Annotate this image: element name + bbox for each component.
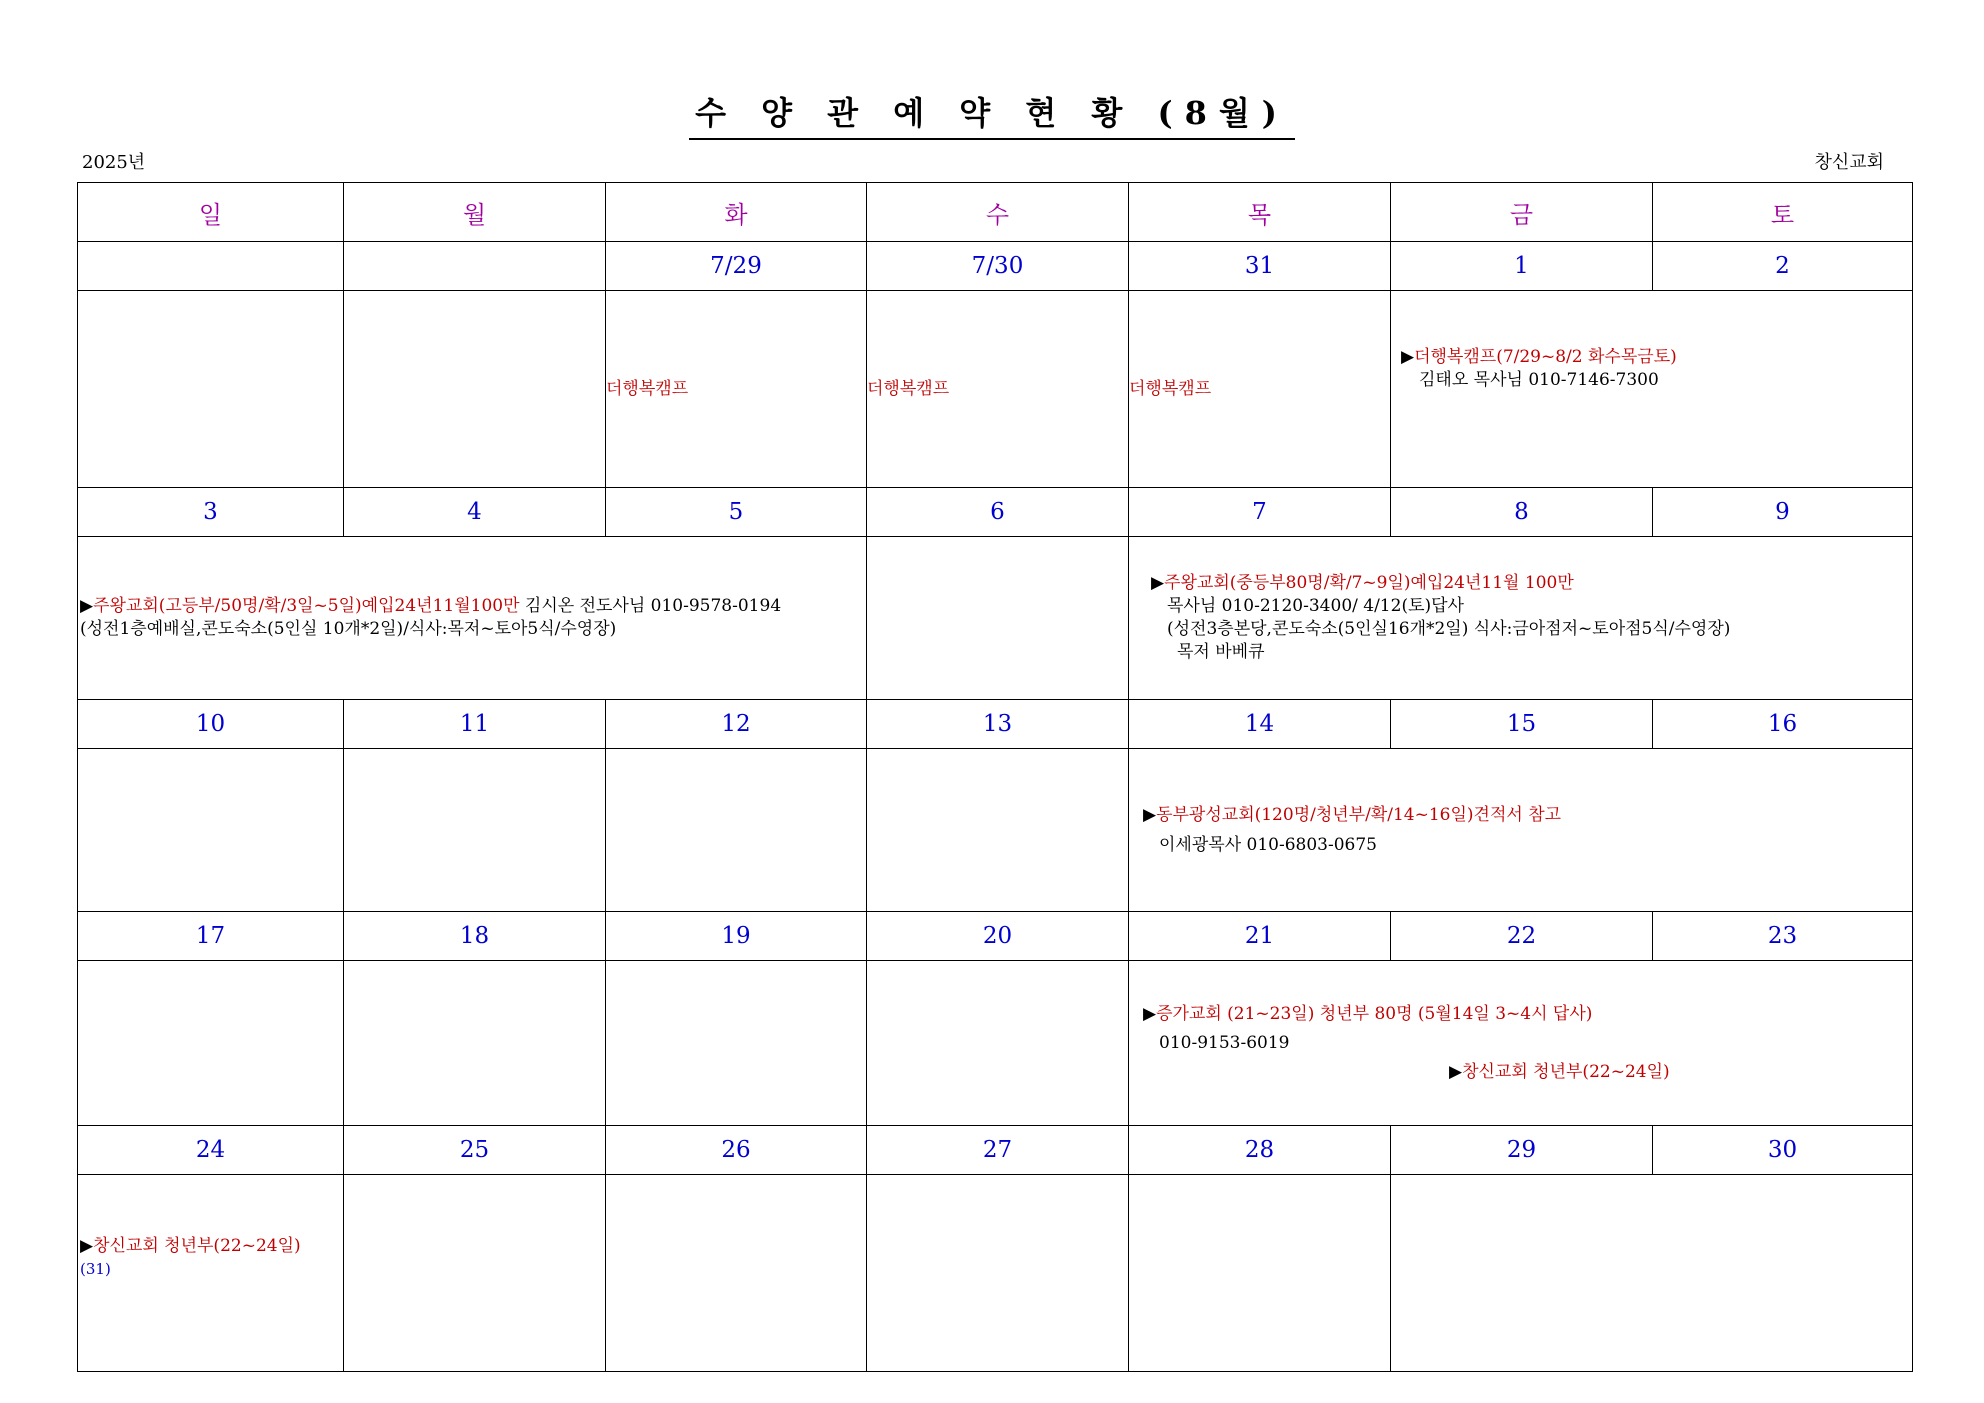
event-cell: [606, 291, 867, 488]
date-cell: 11: [344, 700, 606, 749]
weekday-thu: 목: [1129, 183, 1391, 242]
date-cell: [78, 242, 344, 291]
date-cell: 14: [1129, 700, 1391, 749]
weekday-wed: 수: [867, 183, 1129, 242]
event-text: 더행복캠프: [606, 378, 689, 399]
date-cell: 27: [867, 1126, 1129, 1175]
date-cell: 22: [1391, 912, 1653, 961]
date-cell: 2: [1653, 242, 1913, 291]
event-entry: ▶주왕교회(중등부80명/확/7~9일)예입24년11월 100만: [1151, 573, 1574, 593]
date-cell: 24: [78, 1126, 344, 1175]
event-note: (31): [80, 1260, 111, 1278]
event-entry: ▶더행복캠프(7/29~8/2 화수목금토): [1401, 347, 1677, 367]
event-cell: [344, 749, 606, 912]
event-detail: (성전3층본당,콘도숙소(5인실16개*2일) 식사:금아점저~토아점5식/수영장): [1167, 619, 1731, 639]
event-cell: [606, 961, 867, 1126]
event-entry: ▶주왕교회(고등부/50명/확/3일~5일)예입24년11월100만 김시온 전도사님 010-9578-0194: [80, 596, 782, 616]
page-title: 수 양 관 예 약 현 황 (8월): [0, 88, 1984, 140]
event-detail: 목저 바베큐: [1177, 642, 1265, 662]
event-cell: [1129, 961, 1913, 1126]
event-row: [78, 291, 1913, 488]
weekday-mon: 월: [344, 183, 606, 242]
date-cell: 8: [1391, 488, 1653, 537]
event-cell: [867, 1175, 1129, 1372]
event-cell: [1391, 1175, 1913, 1372]
event-detail: (성전1층예배실,콘도숙소(5인실 10개*2일)/식사:목저~토아5식/수영장): [80, 619, 617, 639]
date-cell: 4: [344, 488, 606, 537]
date-cell: 23: [1653, 912, 1913, 961]
date-cell: 17: [78, 912, 344, 961]
event-cell: [1391, 291, 1913, 488]
date-cell: [344, 242, 606, 291]
event-cell: [78, 961, 344, 1126]
date-cell: 29: [1391, 1126, 1653, 1175]
event-row: [78, 1175, 1913, 1372]
date-row: [78, 912, 1913, 961]
date-cell: 7/29: [606, 242, 867, 291]
event-cell: [867, 291, 1129, 488]
event-cell: [344, 291, 606, 488]
arrow-icon: ▶: [80, 1236, 94, 1256]
event-cell: [867, 537, 1129, 700]
date-cell: 15: [1391, 700, 1653, 749]
event-cell: [344, 1175, 606, 1372]
arrow-icon: ▶: [1401, 347, 1415, 367]
date-cell: 6: [867, 488, 1129, 537]
date-row: [78, 1126, 1913, 1175]
date-row: [78, 242, 1913, 291]
arrow-icon: ▶: [1151, 573, 1165, 593]
year-label: 2025년: [82, 152, 146, 173]
date-cell: 25: [344, 1126, 606, 1175]
event-cell: [1129, 749, 1913, 912]
date-cell: 26: [606, 1126, 867, 1175]
date-cell: 19: [606, 912, 867, 961]
date-cell: 21: [1129, 912, 1391, 961]
date-cell: 10: [78, 700, 344, 749]
weekday-sat: 토: [1653, 183, 1913, 242]
weekday-fri: 금: [1391, 183, 1653, 242]
date-cell: 16: [1653, 700, 1913, 749]
date-cell: 28: [1129, 1126, 1391, 1175]
event-contact: 010-9153-6019: [1159, 1032, 1290, 1053]
weekday-header-row: [78, 183, 1913, 242]
event-contact: 이세광목사 010-6803-0675: [1159, 835, 1377, 855]
event-cell: [78, 1175, 344, 1372]
arrow-icon: ▶: [1143, 805, 1157, 825]
organization-label: 창신교회: [1814, 152, 1884, 173]
event-cell: [78, 749, 344, 912]
date-cell: 31: [1129, 242, 1391, 291]
weekday-sun: 일: [78, 183, 344, 242]
event-cell: [867, 749, 1129, 912]
event-cell: [1129, 291, 1391, 488]
event-cell: [78, 537, 867, 700]
arrow-icon: ▶: [1449, 1061, 1463, 1082]
date-cell: 9: [1653, 488, 1913, 537]
date-cell: 7: [1129, 488, 1391, 537]
date-cell: 1: [1391, 242, 1653, 291]
date-cell: 5: [606, 488, 867, 537]
weekday-tue: 화: [606, 183, 867, 242]
event-cell: [344, 961, 606, 1126]
event-row: [78, 537, 1913, 700]
arrow-icon: ▶: [1143, 1003, 1157, 1024]
event-entry: ▶증가교회 (21~23일) 청년부 80명 (5월14일 3~4시 답사): [1143, 1003, 1593, 1024]
event-cell: [606, 749, 867, 912]
date-cell: 12: [606, 700, 867, 749]
arrow-icon: ▶: [80, 596, 94, 616]
date-row: [78, 700, 1913, 749]
event-entry: ▶창신교회 청년부(22~24일): [1449, 1061, 1670, 1082]
event-entry: ▶창신교회 청년부(22~24일): [80, 1236, 301, 1256]
event-cell: [1129, 1175, 1391, 1372]
event-text: 더행복캠프: [1129, 378, 1212, 399]
event-cell: [606, 1175, 867, 1372]
calendar-table: [77, 182, 1913, 1372]
date-cell: 20: [867, 912, 1129, 961]
event-cell: [867, 961, 1129, 1126]
date-cell: 13: [867, 700, 1129, 749]
date-cell: 3: [78, 488, 344, 537]
date-row: [78, 488, 1913, 537]
event-cell: [1129, 537, 1913, 700]
event-row: [78, 961, 1913, 1126]
date-cell: 30: [1653, 1126, 1913, 1175]
date-cell: 7/30: [867, 242, 1129, 291]
event-contact: 목사님 010-2120-3400/ 4/12(토)답사: [1167, 596, 1464, 616]
event-text: 더행복캠프: [867, 378, 950, 399]
event-contact: 김태오 목사님 010-7146-7300: [1419, 370, 1659, 390]
event-entry: ▶동부광성교회(120명/청년부/확/14~16일)견적서 참고: [1143, 805, 1562, 825]
event-cell: [78, 291, 344, 488]
event-row: [78, 749, 1913, 912]
date-cell: 18: [344, 912, 606, 961]
